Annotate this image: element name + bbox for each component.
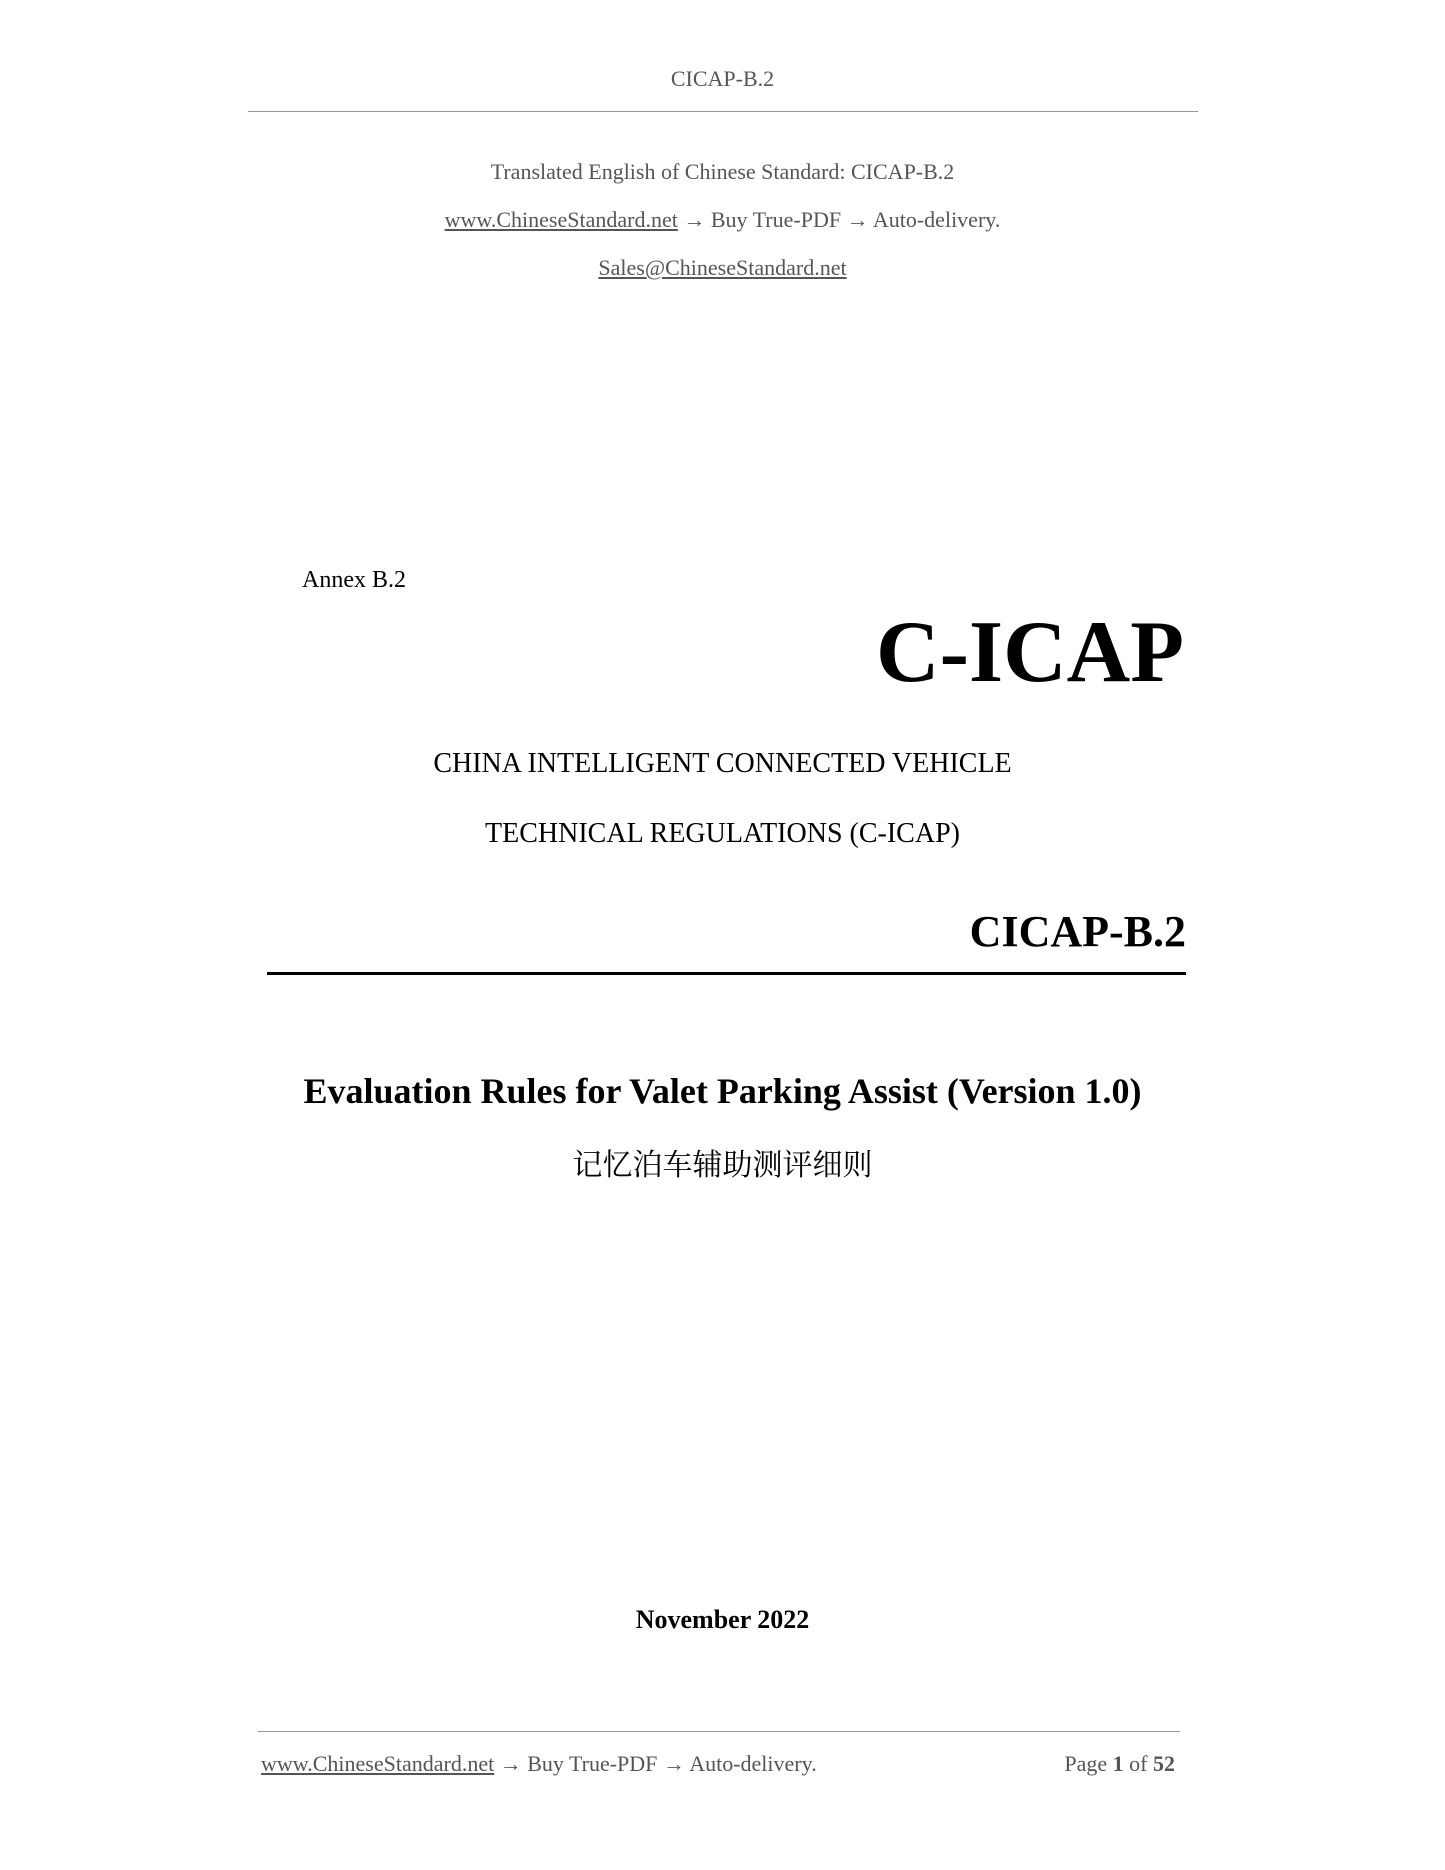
title-chinese: 记忆泊车辅助测评细则 bbox=[572, 1148, 873, 1183]
footer-divider bbox=[258, 1731, 1180, 1732]
site-link[interactable]: www.ChineseStandard.net bbox=[444, 207, 678, 232]
publication-date: November 2022 bbox=[635, 1605, 810, 1634]
arrow-right-icon: → bbox=[846, 207, 869, 232]
title-english: Evaluation Rules for Valet Parking Assist (Version 1.0) bbox=[303, 1071, 1142, 1111]
page-total: 52 bbox=[1153, 1751, 1175, 1776]
org-line-1: CHINA INTELLIGENT CONNECTED VEHICLE bbox=[433, 748, 1012, 779]
banner-links-line bbox=[0, 207, 1445, 233]
org-line-2: TECHNICAL REGULATIONS (C-ICAP) bbox=[485, 818, 960, 849]
page-indicator bbox=[1064, 1751, 1175, 1777]
doc-number: CICAP-B.2 bbox=[969, 907, 1186, 956]
footer-buy-text: Buy True-PDF bbox=[527, 1751, 658, 1776]
header-divider bbox=[248, 111, 1198, 112]
title-divider bbox=[267, 972, 1186, 975]
running-header: CICAP-B.2 bbox=[670, 66, 775, 91]
annex-label: Annex B.2 bbox=[302, 567, 406, 593]
footer-delivery-text: Auto-delivery. bbox=[689, 1751, 817, 1776]
footer-site-link[interactable]: www.ChineseStandard.net bbox=[261, 1751, 495, 1776]
arrow-right-icon: → bbox=[499, 1751, 522, 1776]
footer-links bbox=[261, 1751, 817, 1777]
arrow-right-icon: → bbox=[662, 1751, 685, 1776]
delivery-text: Auto-delivery. bbox=[872, 207, 1001, 232]
banner-email-line bbox=[0, 255, 1445, 281]
of-label: of bbox=[1129, 1751, 1148, 1776]
arrow-right-icon: → bbox=[683, 207, 706, 232]
logo-c-icap: C-ICAP bbox=[876, 604, 1184, 701]
banner-translated-line: Translated English of Chinese Standard: CICAP-B.2 bbox=[490, 159, 955, 184]
page-label: Page bbox=[1064, 1751, 1108, 1776]
email-link[interactable]: Sales@ChineseStandard.net bbox=[598, 255, 847, 280]
page-current: 1 bbox=[1112, 1751, 1124, 1776]
buy-text: Buy True-PDF bbox=[710, 207, 842, 232]
